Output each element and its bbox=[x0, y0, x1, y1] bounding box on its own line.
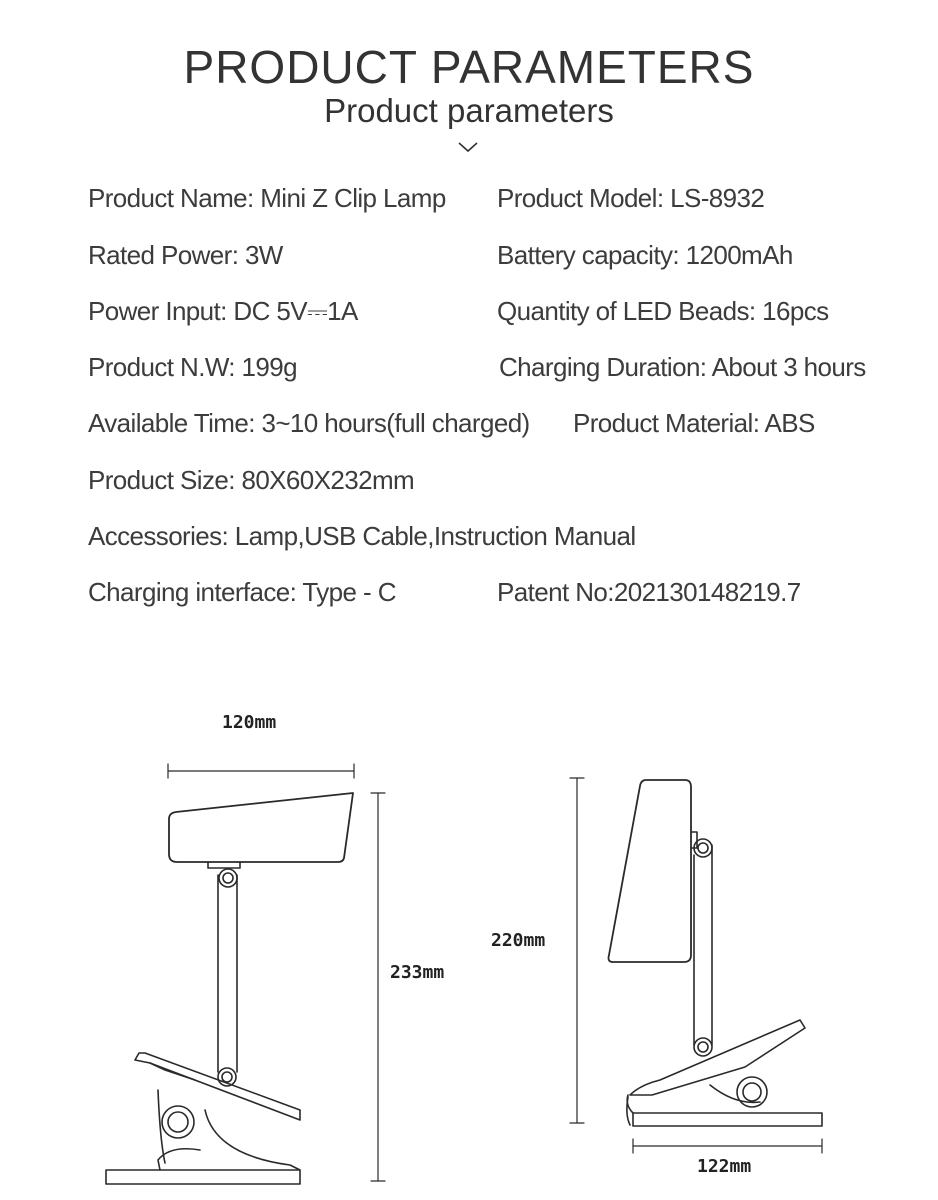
param-product-model: Product Model: LS-8932 bbox=[497, 183, 765, 213]
param-led-beads: Quantity of LED Beads: 16pcs bbox=[497, 296, 829, 326]
front-width-label: 120mm bbox=[222, 712, 277, 733]
param-rated-power: Rated Power: 3W bbox=[88, 240, 283, 270]
param-charging-duration: Charging Duration: About 3 hours bbox=[499, 352, 866, 382]
side-view-lamp bbox=[570, 778, 822, 1153]
param-patent: Patent No:202130148219.7 bbox=[497, 577, 801, 607]
page-subtitle: Product parameters bbox=[324, 92, 614, 129]
side-height-label: 220mm bbox=[491, 930, 546, 951]
front-view-lamp bbox=[106, 764, 385, 1184]
side-width-label: 122mm bbox=[697, 1156, 752, 1177]
param-material: Product Material: ABS bbox=[573, 408, 815, 438]
param-power-input: Power Input: DC 5V⎓1A bbox=[88, 296, 358, 326]
param-product-name: Product Name: Mini Z Clip Lamp bbox=[88, 183, 446, 213]
param-net-weight: Product N.W: 199g bbox=[88, 352, 297, 382]
front-height-label: 233mm bbox=[390, 962, 445, 983]
param-charging-interface: Charging interface: Type - C bbox=[88, 577, 396, 607]
param-battery-capacity: Battery capacity: 1200mAh bbox=[497, 240, 793, 270]
param-size: Product Size: 80X60X232mm bbox=[88, 465, 415, 495]
param-available-time: Available Time: 3~10 hours(full charged) bbox=[88, 408, 530, 438]
param-accessories: Accessories: Lamp,USB Cable,Instruction Manual bbox=[88, 521, 636, 551]
page-title: PRODUCT PARAMETERS bbox=[183, 41, 755, 93]
